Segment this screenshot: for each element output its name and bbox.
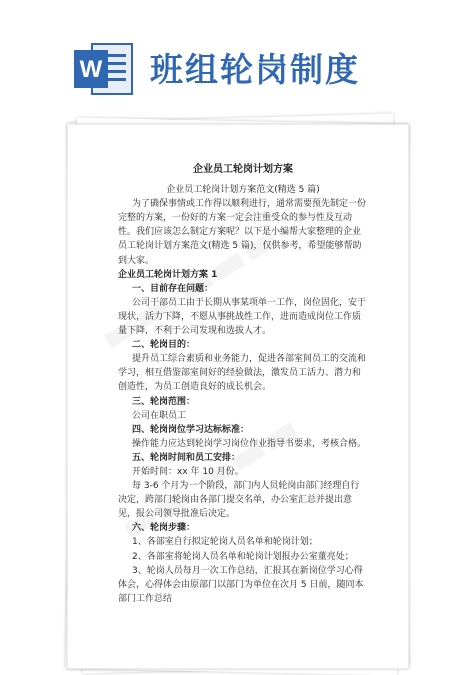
section-heading: 三、轮岗范围： <box>132 396 196 407</box>
step-item: 2、各部室将轮岗人员名单和轮岗计划报办公室董亮处； <box>132 551 354 562</box>
banner-title: 班组轮岗制度 <box>150 50 360 89</box>
front-sheet <box>67 124 409 669</box>
section-text: 提升员工综合素质和业务能力，促进各部室间员工的交流和学习，相互借鉴部室间好的经验做法，激发员工活力、潜力和创造性，为员工创造良好的成长机会。 <box>118 354 367 393</box>
section-text: 公司干部员工由于长期从事某项单一工作，岗位固化，安于现状，活力下降，不愿从事挑战性工作，进而造成岗位工作质量下降，不利于公司发现和选拔人才。 <box>118 297 367 337</box>
document-preview <box>67 124 409 669</box>
document-body <box>118 163 368 606</box>
section-text: 开始时间：xx 年 10 月份。 <box>132 466 244 477</box>
step-item: 1、各部室自行拟定轮岗人员名单和轮岗计划； <box>132 537 318 548</box>
doc-subtitle: 企业员工轮岗计划方案范文(精选 5 篇) <box>166 185 320 196</box>
section-heading: 六、轮岗步骤： <box>132 523 196 534</box>
doc-intro: 为了确保事情或工作得以顺利进行，通常需要预先制定一份完整的方案，一份好的方案一定会注重受众的参与性及互动性。我们应该怎么制定方案呢？以下是小编帮大家整理的企业员工轮岗计划方案范文(精选 5 篇)，仅供参考，希望能够帮助到大家。 <box>118 199 367 266</box>
section-heading: 一、目前存在问题： <box>132 283 214 294</box>
section-text: 公司在职员工 <box>132 410 187 421</box>
doc-title: 企业员工轮岗计划方案 <box>193 164 293 175</box>
section-heading: 五、轮岗时间和员工安排： <box>132 452 241 463</box>
logo-letter: W <box>79 56 103 83</box>
plan-heading: 企业员工轮岗计划方案 1 <box>118 269 218 280</box>
section-heading: 二、轮岗目的： <box>132 340 196 351</box>
word-doc-icon <box>70 42 136 96</box>
section-heading: 四、轮岗岗位学习达标标准： <box>132 424 250 435</box>
banner-header <box>0 0 474 120</box>
section-text: 每 3-6 个月为一个阶段，部门内人员轮岗由部门经理自行决定，跨部门轮岗由各部门提交名单，办公室汇总并提出意见，报公司领导批准后决定。 <box>118 481 360 520</box>
step-item: 3、轮岗人员每月一次工作总结，汇报其在新岗位学习心得体会，心得体会由原部门以部门为单位在次月 5 日前，随同本部门工作总结 <box>118 565 364 604</box>
section-text: 操作能力应达到轮岗学习岗位作业指导书要求，考核合格。 <box>132 438 367 449</box>
